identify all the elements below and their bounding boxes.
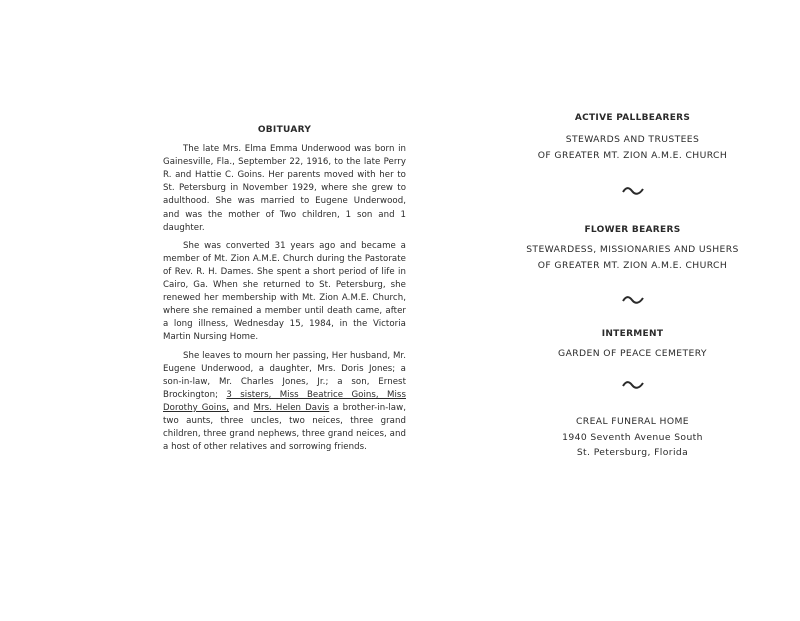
service-details [500,110,765,461]
interment-title: INTERMENT [601,329,664,339]
conjunction-text: and [229,402,254,413]
sister-davis-underlined: Mrs. Helen Davis [253,402,330,413]
pallbearers-title: ACTIVE PALLBEARERS [574,113,691,123]
obituary-paragraph-3 [163,350,406,455]
interment-line-1: GARDEN OF PEACE CEMETERY [558,348,707,359]
flower-bearers-line-2: OF GREATER MT. ZION A.M.E. CHURCH [537,260,728,271]
pallbearers-line-2: OF GREATER MT. ZION A.M.E. CHURCH [537,150,728,161]
flower-bearers-section [500,222,765,274]
obituary-section [163,124,406,459]
swash-ornament-icon [500,379,765,393]
pallbearers-section [500,110,765,164]
interment-section [500,326,765,362]
funeral-home-city: St. Petersburg, Florida [576,447,689,458]
relatives-text: a brother-in-law, two aunts, three uncles, two neices, three grand children, three grand nephews, three grand neices, and a host of other relatives and sorrowing friends. [163,402,406,453]
funeral-home-address: 1940 Seventh Avenue South [562,431,703,443]
swash-ornament-icon [500,294,765,308]
flower-bearers-line-1: STEWARDESS, MISSIONARIES AND USHERS [526,244,739,255]
obituary-paragraph-1: The late Mrs. Elma Emma Underwood was born in Gainesville, Fla., September 22, 1916, to the late Perry R. and Hattie C. Goins. Her parents moved with her to St. Petersburg in November 1929, where she grew to adulthood. She was married to Eugene Underwood, and was the mother of Two children, 1 son and 1 daughter. [163,144,406,233]
swash-ornament-icon [500,185,765,199]
sisters-underlined: 3 sisters, Miss Beatrice Goins, Miss Dorothy Goins, [163,389,406,413]
obituary-title: OBITUARY [257,125,312,135]
funeral-home-section [500,414,765,461]
pallbearers-line-1: STEWARDS AND TRUSTEES [565,134,700,145]
funeral-home-name: CREAL FUNERAL HOME [575,416,690,427]
obituary-paragraph-2: She was converted 31 years ago and became a member of Mt. Zion A.M.E. Church during the Pastorate of Rev. R. H. Dames. She spent a short period of life in Cairo, Ga. When she returned to St. Petersburg, she renewed her membership with Mt. Zion A.M.E. Church, where she remained a member until death came, after a long illness, Wednesday 15, 1984, in the Victoria Martin Nursing Home. [163,240,406,343]
flower-bearers-title: FLOWER BEARERS [584,225,681,235]
survivors-text: She leaves to mourn her passing, Her husband, Mr. Eugene Underwood, a daughter, Mrs. Doris Jones; a son-in-law, Mr. Charles Jones, Jr.; a son, Ernest Brockington; [163,350,406,400]
